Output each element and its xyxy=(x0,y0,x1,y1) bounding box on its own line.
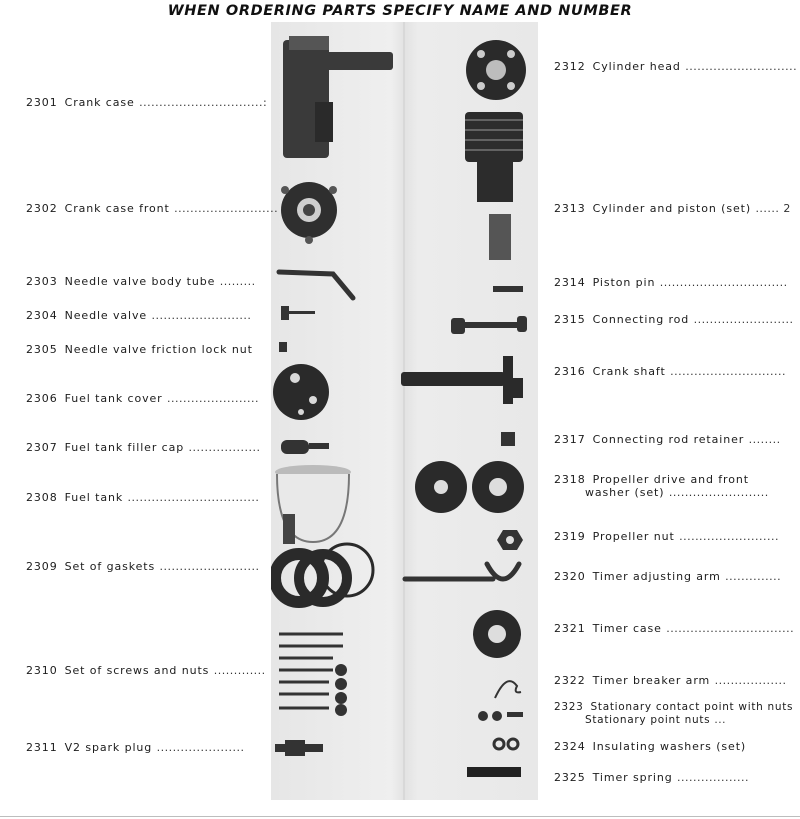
part-2325 xyxy=(554,771,749,784)
part-leader-dots: ........ xyxy=(748,433,781,446)
part-number: 2316 xyxy=(554,365,586,378)
part-name: Connecting rod retainer xyxy=(592,433,745,446)
part-name: Propeller nut xyxy=(592,530,675,543)
part-2313 xyxy=(554,202,791,215)
part-2304 xyxy=(26,309,251,322)
part-leader-dots: ...... 2 xyxy=(755,202,791,215)
part-name: Timer case xyxy=(592,622,662,635)
part-leader-dots: ................................ xyxy=(666,622,795,635)
part-number: 2308 xyxy=(26,491,58,504)
part-2309 xyxy=(26,560,259,573)
part-subname: washer (set) xyxy=(585,486,665,499)
part-number: 2318 xyxy=(554,473,586,486)
part-2306 xyxy=(26,392,259,405)
part-2314 xyxy=(554,276,788,289)
part-name: Needle valve friction lock nut xyxy=(64,343,253,356)
part-leader-dots: ......................... xyxy=(679,530,779,543)
part-number: 2317 xyxy=(554,433,586,446)
part-name: Needle valve body tube xyxy=(64,275,216,288)
part-subname: Stationary point nuts xyxy=(585,714,711,726)
part-leader-dots: ......... xyxy=(219,275,256,288)
part-number: 2311 xyxy=(26,741,58,754)
page-title: WHEN ORDERING PARTS SPECIFY NAME AND NUMBER xyxy=(167,3,633,19)
part-leader-dots: ................................. xyxy=(127,491,260,504)
part-number: 2301 xyxy=(26,96,58,109)
part-leader-dots: .............. xyxy=(725,570,782,583)
part-number: 2309 xyxy=(26,560,58,573)
part-name: Propeller drive and front xyxy=(592,473,749,486)
part-2315 xyxy=(554,313,794,326)
part-name: Needle valve xyxy=(64,309,148,322)
part-leader-dots: ...................... xyxy=(156,741,245,754)
part-number: 2312 xyxy=(554,60,586,73)
part-name: Stationary contact point with nuts xyxy=(590,701,794,713)
part-leader-dots: ......................... xyxy=(151,309,252,322)
part-leader-dots: ................................ xyxy=(659,276,788,289)
part-leader-dots: ............................ xyxy=(685,60,798,73)
part-number: 2305 xyxy=(26,343,58,356)
part-name: Crank shaft xyxy=(592,365,666,378)
part-2323 xyxy=(554,701,793,727)
part-leader-dots: .................. xyxy=(188,441,261,454)
part-2318 xyxy=(554,473,769,499)
part-leader-dots: ......................... xyxy=(668,486,769,499)
part-name: V2 spark plug xyxy=(64,741,153,754)
part-number: 2304 xyxy=(26,309,58,322)
part-2316 xyxy=(554,365,786,378)
part-2321 xyxy=(554,622,794,635)
part-2312 xyxy=(554,60,797,73)
part-name: Timer spring xyxy=(592,771,673,784)
part-leader-dots: .................. xyxy=(677,771,749,784)
part-name: Piston pin xyxy=(592,276,656,289)
parts-photo xyxy=(271,22,538,800)
part-2310 xyxy=(26,664,266,677)
part-leader-dots: ............................. xyxy=(670,365,787,378)
part-2301 xyxy=(26,96,267,109)
part-number: 2315 xyxy=(554,313,586,326)
part-leader-dots: ...............................: xyxy=(139,96,268,109)
crank-case-image xyxy=(283,36,393,158)
part-number: 2306 xyxy=(26,392,58,405)
part-name: Fuel tank filler cap xyxy=(64,441,185,454)
part-number: 2322 xyxy=(554,674,586,687)
part-2311 xyxy=(26,741,245,754)
part-number: 2324 xyxy=(554,740,586,753)
part-name: Fuel tank xyxy=(64,491,124,504)
part-leader-dots: ......................... xyxy=(159,560,260,573)
parts-illustration xyxy=(271,22,538,800)
part-name: Crank case xyxy=(64,96,135,109)
part-number: 2320 xyxy=(554,570,586,583)
part-2308 xyxy=(26,491,259,504)
part-2320 xyxy=(554,570,781,583)
part-name: Connecting rod xyxy=(592,313,690,326)
part-2305 xyxy=(26,343,253,356)
part-number: 2302 xyxy=(26,202,58,215)
part-leader-dots: ............. xyxy=(213,664,266,677)
part-2322 xyxy=(554,674,787,687)
crank-case-front-image xyxy=(281,182,337,244)
part-2324 xyxy=(554,740,746,753)
part-2307 xyxy=(26,441,260,454)
part-2302 xyxy=(26,202,278,215)
part-leader-dots: .......................... xyxy=(174,202,279,215)
part-number: 2313 xyxy=(554,202,586,215)
part-number: 2307 xyxy=(26,441,58,454)
part-number: 2319 xyxy=(554,530,586,543)
page-bottom-edge xyxy=(0,816,800,817)
part-name: Timer breaker arm xyxy=(592,674,711,687)
part-name: Set of screws and nuts xyxy=(64,664,210,677)
part-name: Cylinder and piston (set) xyxy=(592,202,752,215)
part-number: 2310 xyxy=(26,664,58,677)
part-leader-dots: ....................... xyxy=(167,392,259,405)
part-name: Fuel tank cover xyxy=(64,392,163,405)
part-name: Timer adjusting arm xyxy=(592,570,721,583)
part-name: Set of gaskets xyxy=(64,560,156,573)
part-leader-dots: ... xyxy=(714,714,726,726)
part-number: 2314 xyxy=(554,276,586,289)
part-number: 2325 xyxy=(554,771,586,784)
part-name: Crank case front xyxy=(64,202,170,215)
part-2303 xyxy=(26,275,256,288)
part-name: Insulating washers (set) xyxy=(592,740,747,753)
part-name: Cylinder head xyxy=(592,60,681,73)
part-leader-dots: .................. xyxy=(714,674,787,687)
part-2319 xyxy=(554,530,779,543)
part-2317 xyxy=(554,433,781,446)
part-leader-dots: ......................... xyxy=(693,313,794,326)
part-number: 2321 xyxy=(554,622,586,635)
part-number: 2303 xyxy=(26,275,58,288)
part-number: 2323 xyxy=(554,701,584,713)
